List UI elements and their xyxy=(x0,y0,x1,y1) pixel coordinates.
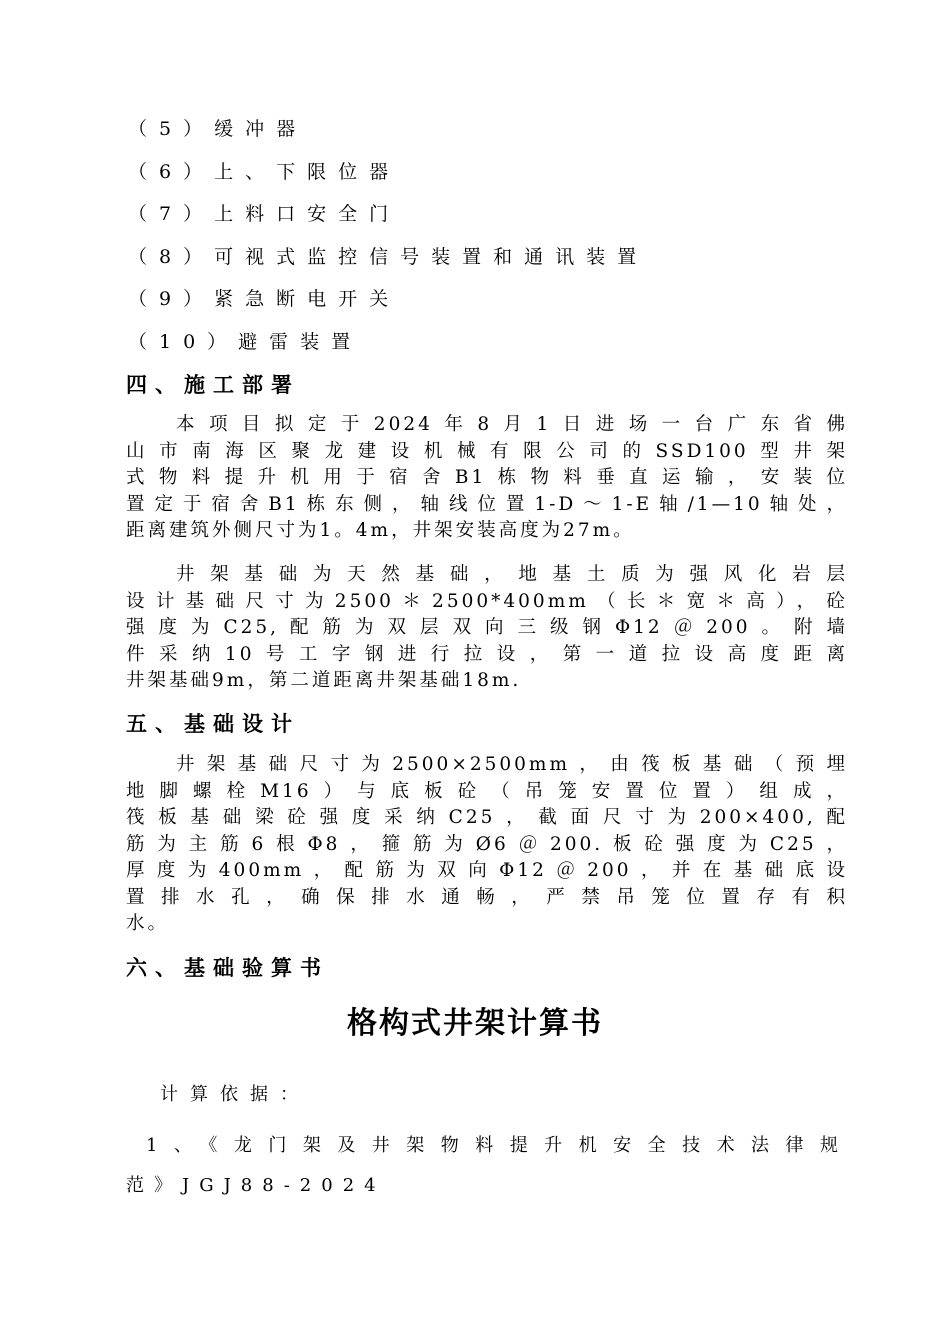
document-title: 格构式井架计算书 xyxy=(347,1006,603,1041)
reference-line: 1、《龙门架及井架物料提升机安全技术法律规 xyxy=(146,1135,848,1156)
text-line: 强度为C25,配筋为双层双向三级钢Φ12＠200。附墙 xyxy=(126,617,848,638)
calculation-basis-label: 计算依据： xyxy=(160,1084,310,1105)
reference-standard xyxy=(126,1126,848,1206)
text-line: 地脚螺栓M16）与底板砼（吊笼安置位置）组成， xyxy=(126,780,848,802)
text-line: 式物料提升机用于宿舍B1栋物料垂直运输，安装位 xyxy=(126,467,848,488)
text-line: 井架基础为天然基础，地基土质为强风化岩层 xyxy=(176,564,848,585)
text-line: 筏板基础梁砼强度采纳C25，截面尺寸为200×400,配 xyxy=(126,807,848,828)
list-item-limit-switch: （6）上、下限位器 xyxy=(128,161,401,183)
list-item-buffer: （5）缓冲器 xyxy=(128,118,308,140)
text-line: 本项目拟定于2024年8月1日进场一台广东省佛 xyxy=(176,414,848,435)
text-line: 水。 xyxy=(126,913,170,934)
section-heading-foundation-design: 五、基础设计 xyxy=(126,711,300,736)
list-item-monitoring: （8）可视式监控信号装置和通讯装置 xyxy=(128,246,649,268)
text-line: 山市南海区聚龙建设机械有限公司的SSD100型井架 xyxy=(126,440,848,462)
text-line: 置排水孔，确保排水通畅，严禁吊笼位置存有积 xyxy=(126,886,848,908)
text-line: 距离建筑外侧尺寸为1。4m，井架安装高度为27m。 xyxy=(126,520,635,541)
paragraph-construction-plan xyxy=(126,412,848,545)
text-line: 件采纳10号工字钢进行拉设，第一道拉设高度距离 xyxy=(126,643,848,665)
list-item-safety-door: （7）上料口安全门 xyxy=(128,203,401,225)
list-item-lightning: （10）避雷装置 xyxy=(128,331,363,353)
text-line: 筋为主筋6根Φ8，箍筋为Ø6＠200.板砼强度为C25， xyxy=(126,833,848,855)
text-line: 设计基础尺寸为2500＊2500*400mm（长＊宽＊高），砼 xyxy=(126,590,848,612)
section-heading-construction: 四、施工部署 xyxy=(126,372,300,397)
text-line: 井架基础9m，第二道距离井架基础18m. xyxy=(126,670,522,691)
text-line: 置定于宿舍B1栋东侧，轴线位置1-D～1-E轴/1—10轴处， xyxy=(126,493,848,515)
paragraph-foundation-spec xyxy=(126,562,848,695)
text-line: 井架基础尺寸为2500×2500mm，由筏板基础（预埋 xyxy=(176,754,848,775)
list-item-emergency-stop: （9）紧急断电开关 xyxy=(128,288,401,310)
section-heading-verification: 六、基础验算书 xyxy=(126,955,329,980)
paragraph-foundation-design xyxy=(126,752,848,938)
text-line: 厚度为400mm，配筋为双向Φ12＠200，并在基础底设 xyxy=(126,860,848,881)
reference-line: 范》JGJ88-2024 xyxy=(126,1175,386,1196)
